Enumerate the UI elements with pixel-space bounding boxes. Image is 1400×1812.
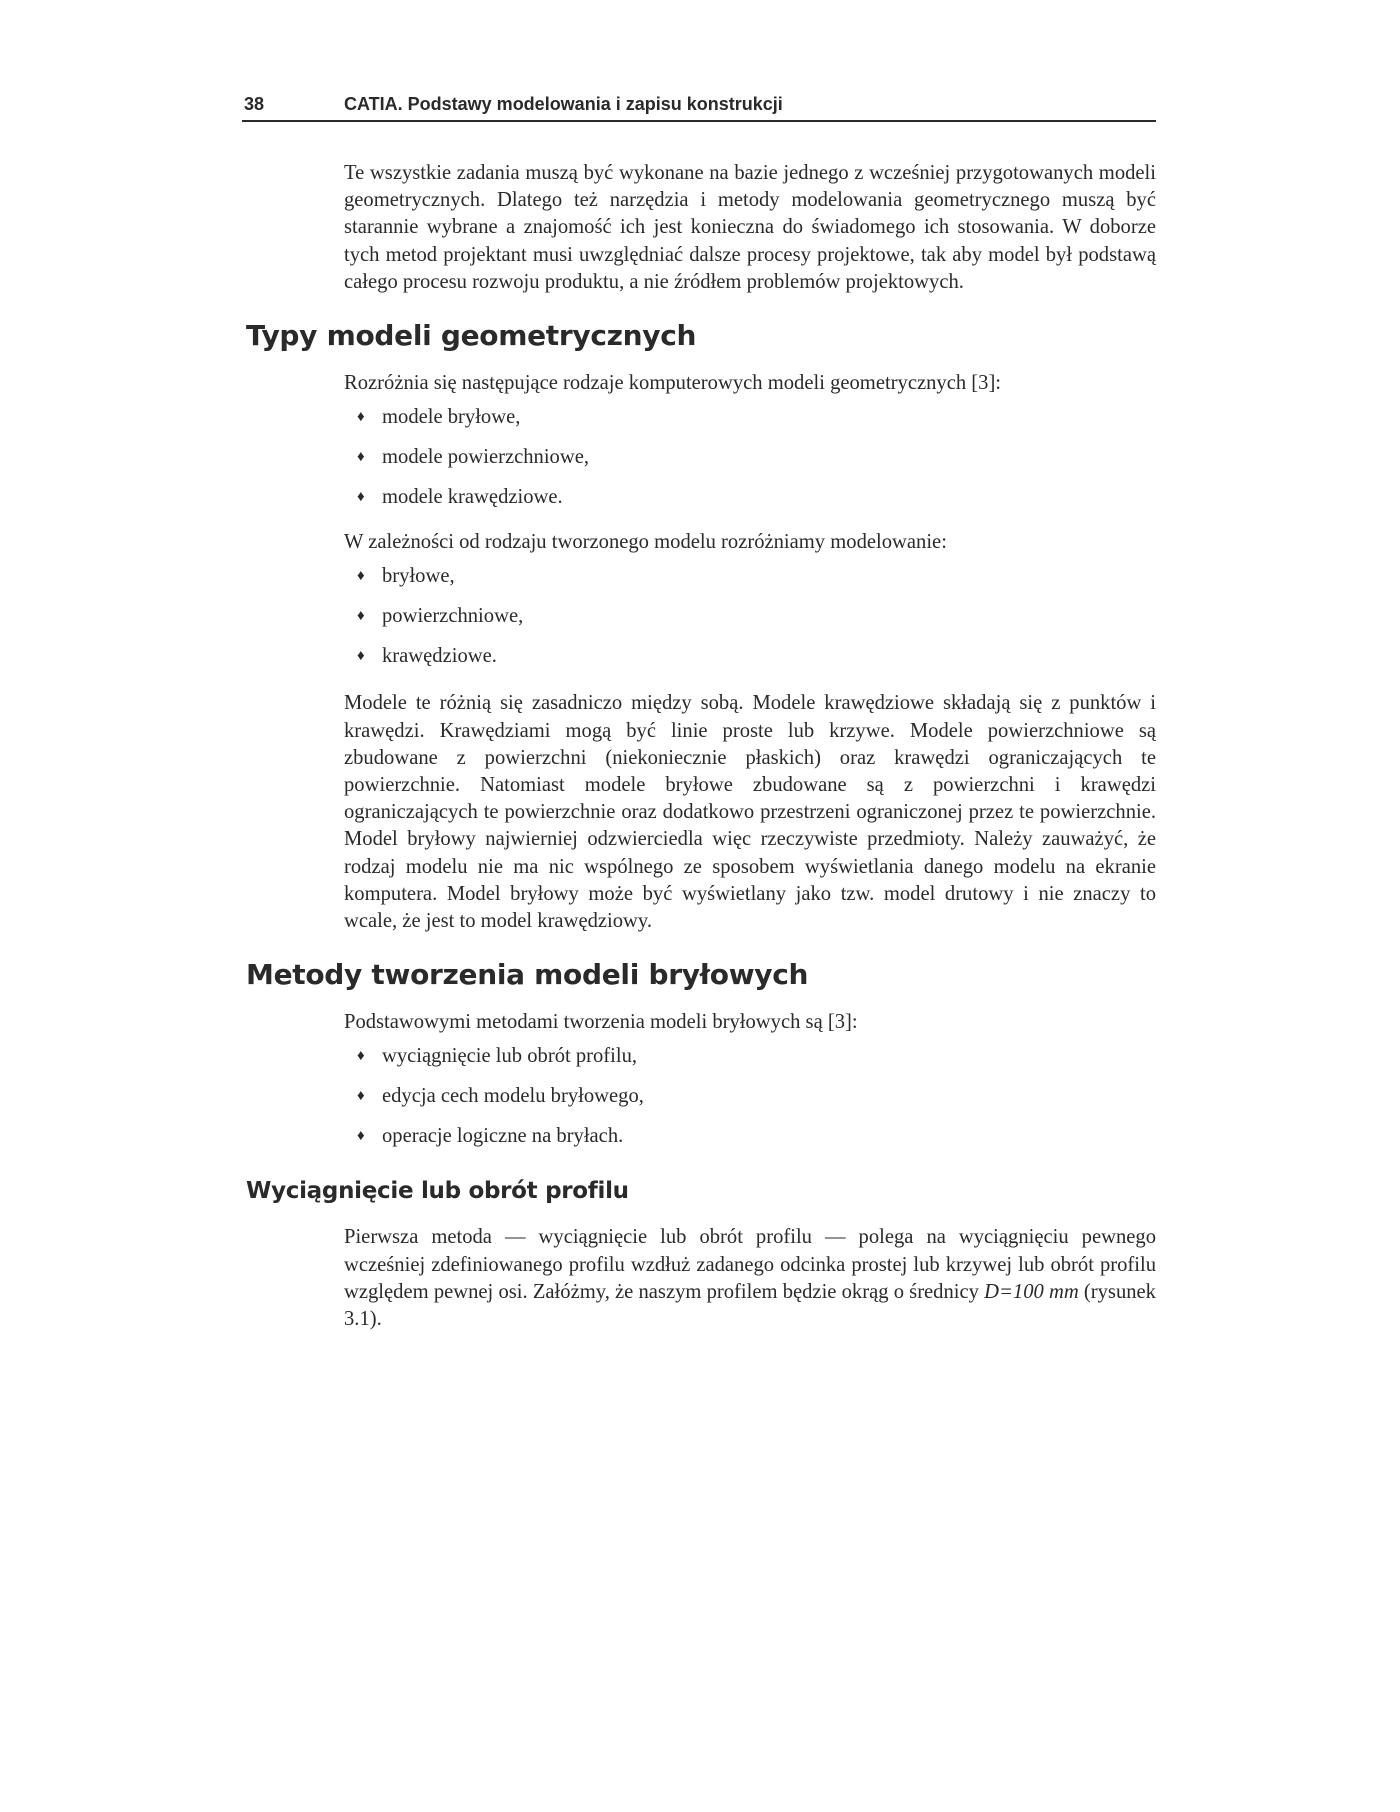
list-item-text: modele krawędziowe. — [382, 486, 563, 509]
running-header — [242, 90, 1156, 122]
types-lead-paragraph: Rozróżnia się następujące rodzaje komputerowych modeli geometrycznych [3]: — [344, 372, 1002, 395]
diamond-bullet-icon: ♦ — [357, 409, 365, 426]
diamond-bullet-icon: ♦ — [357, 608, 365, 625]
diamond-bullet-icon: ♦ — [357, 489, 365, 506]
intro-paragraph: Te wszystkie zadania muszą być wykonane na bazie jednego z wcześniej przygotowanych modeli geometrycznych. Dlatego też narzędzia i metody modelowania geometrycznego muszą być starannie wybrane a znajomość ich jest konieczna do świadomego ich stosowania. W doborze tych metod projektant musi uwzględniać dalsze procesy projektowe, tak aby model był podstawą całego procesu rozwoju produktu, a nie źródłem problemów projektowych. — [344, 162, 1156, 293]
models-description-paragraph: Modele te różnią się zasadniczo między sobą. Modele krawędziowe składają się z punktów i krawędzi. Krawędziami mogą być linie proste lub krzywe. Modele powierzchniowe są zbudowane z powierzchni (niekoniecznie płaskich) oraz krawędzi ograniczających te powierzchnie. Natomiast modele bryłowe zbudowane są z powierzchni i krawędzi ograniczających te powierzchnie oraz dodatkowo przestrzeni ograniczonej przez te powierzchnie. Model bryłowy najwierniej odzwierciedla więc rzeczywiste przedmioty. Należy zauważyć, że rodzaj modelu nie ma nic wspólnego ze sposobem wyświetlania danego modelu na ekranie komputera. Model bryłowy może być wyświetlany jako tzw. model drutowy i nie znaczy to wcale, że jest to model krawędziowy. — [344, 692, 1156, 933]
book-title: CATIA. Podstawy modelowania i zapisu konstrukcji — [344, 94, 783, 114]
section-heading-methods: Metody tworzenia modeli bryłowych — [246, 958, 809, 992]
diamond-bullet-icon: ♦ — [357, 568, 365, 585]
list-item — [344, 437, 1156, 477]
list-item-text: wyciągnięcie lub obrót profilu, — [382, 1045, 638, 1068]
list-item — [344, 556, 1156, 596]
diamond-bullet-icon: ♦ — [357, 449, 365, 466]
list-item — [344, 397, 1156, 437]
methods-list — [344, 1036, 1156, 1156]
model-types-list — [344, 397, 1156, 517]
list-item — [344, 636, 1156, 676]
list-item — [344, 477, 1156, 517]
list-item — [344, 1116, 1156, 1156]
list-item-text: operacje logiczne na bryłach. — [382, 1125, 624, 1148]
modeling-lead-paragraph: W zależności od rodzaju tworzonego modelu rozróżniamy modelowanie: — [344, 531, 947, 554]
list-item — [344, 1076, 1156, 1116]
page-number: 38 — [244, 94, 265, 114]
diamond-bullet-icon: ♦ — [357, 1048, 365, 1065]
list-item-text: bryłowe, — [382, 565, 455, 588]
subsection-heading-extrusion: Wyciągnięcie lub obrót profilu — [246, 1178, 629, 1205]
list-item — [344, 596, 1156, 636]
extrusion-paragraph — [344, 1224, 1156, 1333]
list-item-text: modele bryłowe, — [382, 406, 521, 429]
list-item-text: powierzchniowe, — [382, 605, 524, 628]
diamond-bullet-icon: ♦ — [357, 1128, 365, 1145]
extrusion-paragraph-text: Pierwsza metoda — wyciągnięcie lub obrót profilu — polega na wyciągnięciu pewnego wcześniej zdefiniowanego profilu wzdłuż zadanego odcinka prostej lub krzywej lub obrót profilu względem pewnej osi. Załóżmy, że naszym profilem będzie okrąg o średnicy — [344, 1226, 1156, 1303]
list-item — [344, 1036, 1156, 1076]
section-heading-types: Typy modeli geometrycznych — [246, 319, 697, 353]
methods-lead-paragraph: Podstawowymi metodami tworzenia modeli bryłowych są [3]: — [344, 1011, 858, 1034]
list-item-text: krawędziowe. — [382, 645, 497, 668]
list-item-text: modele powierzchniowe, — [382, 446, 590, 469]
diamond-bullet-icon: ♦ — [357, 648, 365, 665]
diamond-bullet-icon: ♦ — [357, 1088, 365, 1105]
list-item-text: edycja cech modelu bryłowego, — [382, 1085, 644, 1108]
diameter-formula: D=100 mm — [984, 1280, 1079, 1303]
page-content — [246, 160, 1156, 1333]
figure-reference: (rysunek 3.1). — [344, 1280, 1156, 1331]
modeling-types-list — [344, 556, 1156, 676]
